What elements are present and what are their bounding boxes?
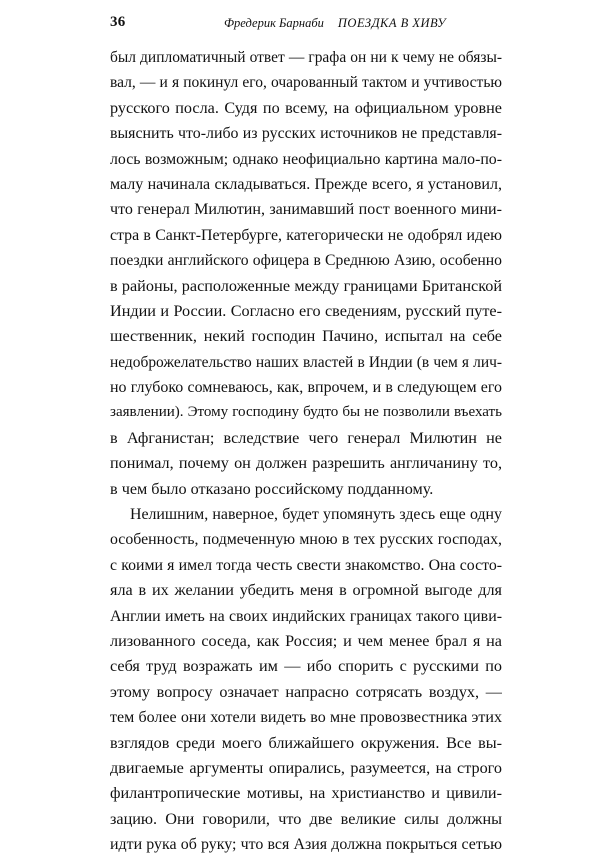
text-line: себя труд возражать им — ибо спорить с русскими по xyxy=(110,657,502,676)
text-line: стра в Санкт-Петербурге, категорически не одобрял идею xyxy=(110,226,502,244)
text-line: взглядов среди моего ближайшего окружения. Все вы- xyxy=(110,733,502,752)
text-line: недоброжелательство наших властей в Индии (в чем я лич- xyxy=(110,353,502,371)
page-number: 36 xyxy=(110,14,126,30)
header-title: ПОЕЗДКА В ХИВУ xyxy=(337,16,447,30)
text-line: Индии и России. Согласно его сведениям, русский путе- xyxy=(110,301,502,320)
text-line: особенность, подмеченную мною в тех русских господах, xyxy=(110,531,502,549)
text-line: в районы, расположенные между границами Британской xyxy=(110,276,502,295)
text-line: выяснить что-либо из русских источников не представля- xyxy=(110,125,502,143)
text-line: зацию. Они говорили, что две великие силы должны xyxy=(110,809,502,828)
text-line: тем более они хотели видеть во мне провозвестника этих xyxy=(110,709,502,727)
text-line: лось возможным; однако неофициально картина мало-по- xyxy=(110,150,502,168)
running-head xyxy=(110,14,500,34)
text-line: идти рука об руку; что вся Азия должна покрыться сетью xyxy=(110,836,502,854)
text-line: поездки английского офицера в Среднюю Азию, особенно xyxy=(110,252,502,270)
text-line: был дипломатичный ответ — графа он ни к чему не обязы- xyxy=(110,49,502,66)
text-line: в Афганистан; вследствие чего генерал Милютин не xyxy=(110,428,502,447)
text-line: шественник, некий господин Пачино, испытал на себе xyxy=(110,327,502,346)
text-line: русского посла. Судя по всему, на официальном уровне xyxy=(110,98,502,117)
text-line: вал, — и я покинул его, очарованный тактом и учтивостью xyxy=(110,74,502,92)
text-line: лизованного соседа, как Россия; и чем менее брал я на xyxy=(110,631,502,650)
text-line: филантропические мотивы, на христианство и цивили- xyxy=(110,784,502,803)
text-line: Англии иметь на своих индийских границах такого циви- xyxy=(110,607,502,625)
text-line: заявлении). Этому господину будто бы не позволили въехать xyxy=(110,404,502,421)
header-text xyxy=(224,16,446,31)
text-line: но глубоко сомневаюсь, как, впрочем, и в следующем его xyxy=(110,379,502,397)
text-line: понимал, почему он должен разрешить англичанину то, xyxy=(110,454,502,473)
body-text xyxy=(110,45,502,858)
text-line: малу начинала складываться. Прежде всего, я установил, xyxy=(110,175,502,193)
text-line: в чем было отказано российскому подданному. xyxy=(110,479,434,498)
text-line: двигаемые аргументы опирались, разумеется, на строго xyxy=(110,758,502,777)
header-author: Фредерик Барнаби xyxy=(224,16,324,30)
text-line: этому вопросу означает напрасно сотрясать воздух, — xyxy=(110,682,502,701)
text-line: что генерал Милютин, занимавший пост военного мини- xyxy=(110,201,502,219)
text-line: с коими я имел тогда честь свести знакомство. Она состо- xyxy=(110,556,502,574)
text-line: Нелишним, наверное, будет упомянуть здесь еще одну xyxy=(130,506,502,524)
text-line: яла в их желании убедить меня в огромной выгоде для xyxy=(110,581,502,600)
